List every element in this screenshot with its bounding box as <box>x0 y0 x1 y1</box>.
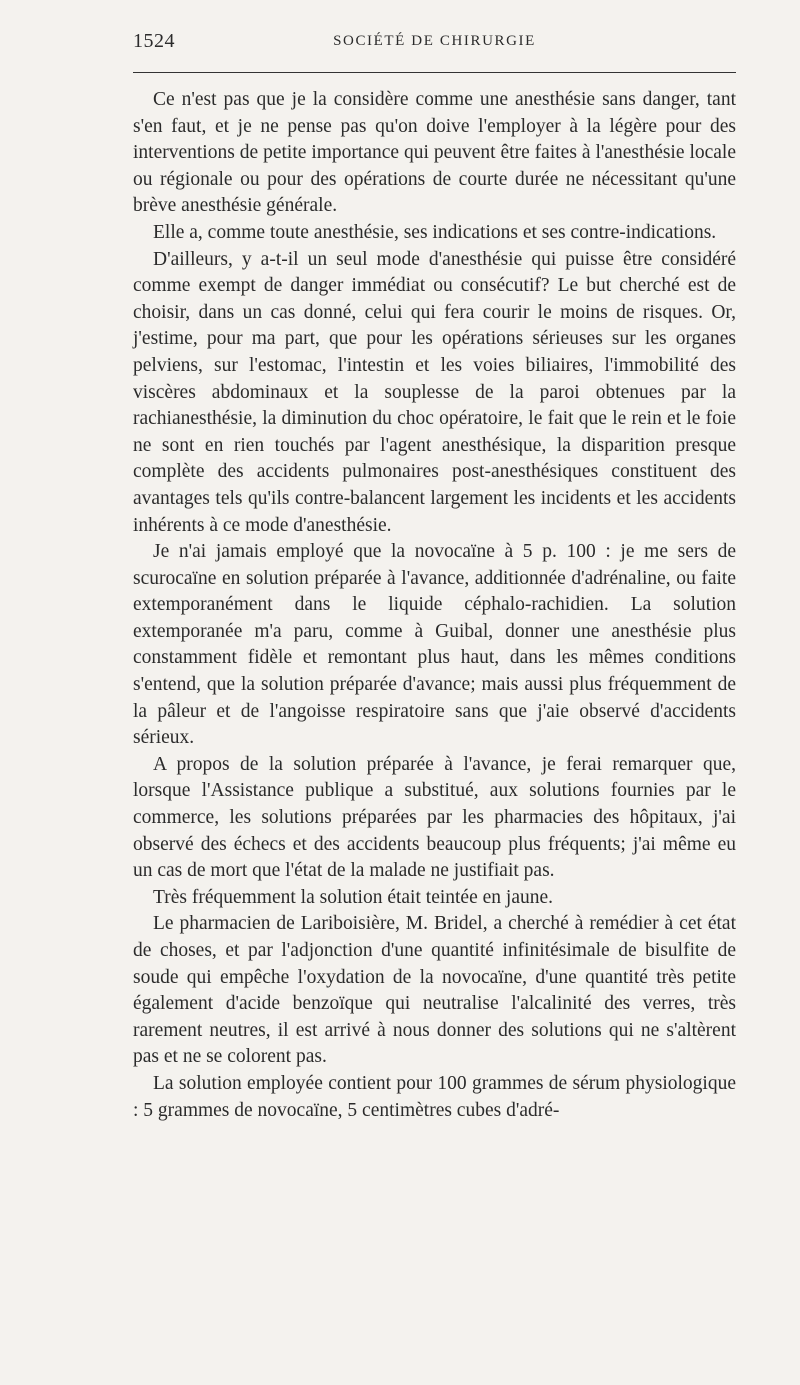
header-rule <box>133 72 736 73</box>
paragraph: A propos de la solution préparée à l'avance, je ferai remarquer que, lorsque l'Assistance publique a substitué, aux solutions fournies par le commerce, les solutions préparées par les pharmacies des hôpitaux, j'ai observé des échecs et des accidents beaucoup plus fréquents; j'ai même eu un cas de mort que l'état de la malade ne justifiait pas. <box>133 753 736 882</box>
paragraph: Très fréquemment la solution était teintée en jaune. <box>153 886 553 908</box>
paragraph: Je n'ai jamais employé que la novocaïne à 5 p. 100 : je me sers de scurocaïne en solution préparée à l'avance, additionnée d'adrénaline, ou faite extemporanément dans le liquide céphalo-rachidien. La solution extemporanée m'a paru, comme à Guibal, donner une anesthésie plus constamment fidèle et remontant plus haut, dans les mêmes conditions s'entend, que la solution préparée d'avance; mais aussi plus fréquemment de la pâleur et de l'angoisse respiratoire sans que j'aie observé d'accidents sérieux. <box>133 541 736 749</box>
body-text <box>133 87 736 1124</box>
paragraph: Le pharmacien de Lariboisière, M. Bridel, a cherché à remédier à cet état de choses, et par l'adjonction d'une quantité infinitésimale de bisulfite de soude qui empêche l'oxydation de la novocaïne, d'une quantité très petite également d'acide benzoïque qui neutralise l'alcalinité des verres, très rarement neutres, il est arrivé à nous donner des solutions qui ne s'altèrent pas et ne se colorent pas. <box>133 913 736 1068</box>
paragraph: Ce n'est pas que je la considère comme une anesthésie sans danger, tant s'en faut, et je ne pense pas qu'on doive l'employer à la légère pour des interventions de petite importance qui peuvent être faites à l'anesthésie locale ou régionale ou pour des opérations de courte durée ne nécessitant qu'une brève anesthésie générale. <box>133 89 736 217</box>
page-header <box>133 30 736 54</box>
page-number: 1524 <box>133 30 175 52</box>
paragraph: Elle a, comme toute anesthésie, ses indications et ses contre-indications. <box>153 221 717 243</box>
paragraph: La solution employée contient pour 100 grammes de sérum physiologique : 5 grammes de novocaïne, 5 centimètres cubes d'adré- <box>133 1072 736 1121</box>
running-title: SOCIÉTÉ DE CHIRURGIE <box>333 33 536 49</box>
paragraph: D'ailleurs, y a-t-il un seul mode d'anesthésie qui puisse être considéré comme exempt de danger immédiat ou consécutif? Le but cherché est de choisir, dans un cas donné, celui qui fera courir le moins de risques. Or, j'estime, pour ma part, que pour les opérations sérieuses sur les organes pelviens, sur l'estomac, l'intestin et les voies biliaires, l'immobilité des viscères abdominaux et la souplesse de la paroi obtenues par la rachianesthésie, la diminution du choc opératoire, le fait que le rein et le foie ne sont en rien touchés par l'agent anesthésique, la disparition presque complète des accidents pulmonaires post-anesthésiques constituent des avantages tels qu'ils contre-balancent largement les incidents et les accidents inhérents à ce mode d'anesthésie. <box>133 248 736 536</box>
